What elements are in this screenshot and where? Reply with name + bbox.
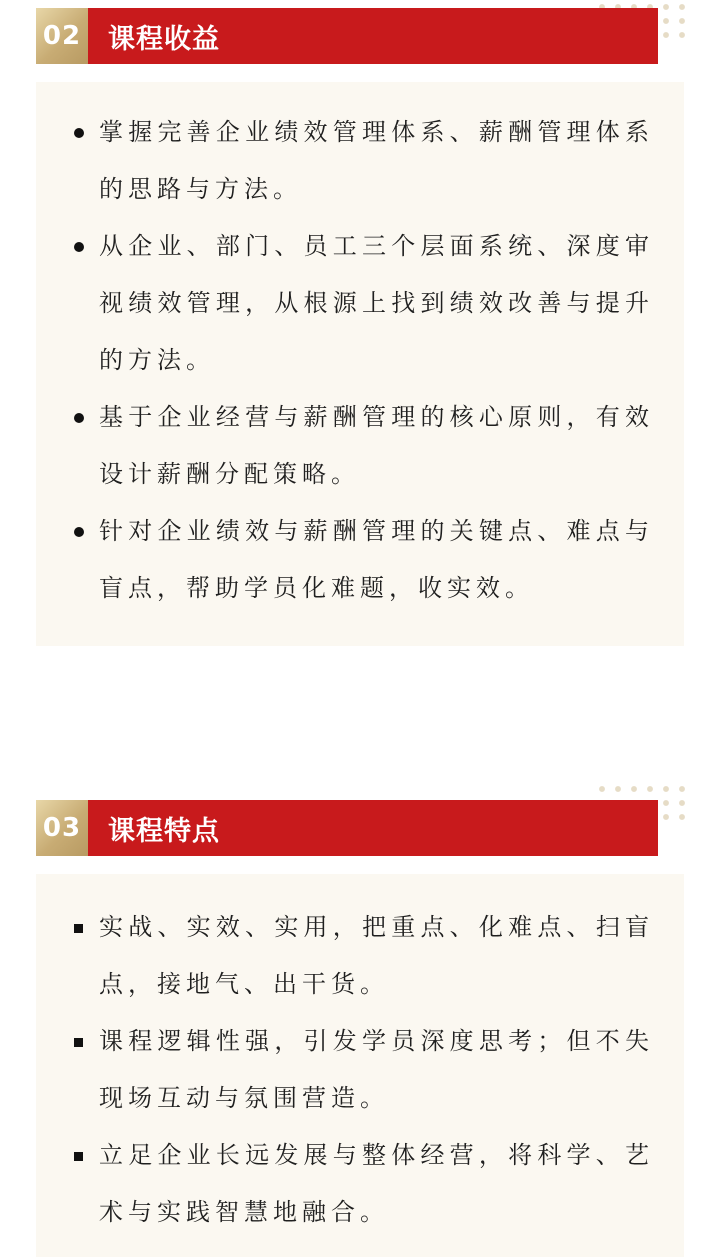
list-item: 实战、实效、实用，把重点、化难点、扫盲点，接地气、出干货。	[36, 899, 684, 1013]
section-number: 03	[36, 800, 88, 856]
benefits-list	[36, 82, 684, 617]
list-item: 基于企业经营与薪酬管理的核心原则，有效设计薪酬分配策略。	[36, 389, 684, 503]
bullet-square-icon	[74, 1038, 83, 1047]
section-header	[36, 800, 658, 856]
list-item: 课程逻辑性强，引发学员深度思考；但不失现场互动与氛围营造。	[36, 1013, 684, 1127]
bullet-dot-icon	[74, 242, 84, 252]
features-list	[36, 874, 684, 1241]
section-title: 课程特点	[88, 800, 658, 856]
list-item: 立足企业长远发展与整体经营，将科学、艺术与实践智慧地融合。	[36, 1127, 684, 1241]
section-header	[36, 8, 658, 64]
list-item: 针对企业绩效与薪酬管理的关键点、难点与盲点，帮助学员化难题，收实效。	[36, 503, 684, 617]
features-card	[36, 874, 684, 1257]
bullet-square-icon	[74, 924, 83, 933]
bullet-dot-icon	[74, 128, 84, 138]
section-number: 02	[36, 8, 88, 64]
section-course-features	[0, 792, 718, 1257]
bullet-dot-icon	[74, 527, 84, 537]
list-item: 从企业、部门、员工三个层面系统、深度审视绩效管理，从根源上找到绩效改善与提升的方法。	[36, 218, 684, 389]
list-item: 掌握完善企业绩效管理体系、薪酬管理体系的思路与方法。	[36, 104, 684, 218]
bullet-square-icon	[74, 1152, 83, 1161]
bullet-dot-icon	[74, 413, 84, 423]
section-title: 课程收益	[88, 8, 658, 64]
benefits-card	[36, 82, 684, 646]
